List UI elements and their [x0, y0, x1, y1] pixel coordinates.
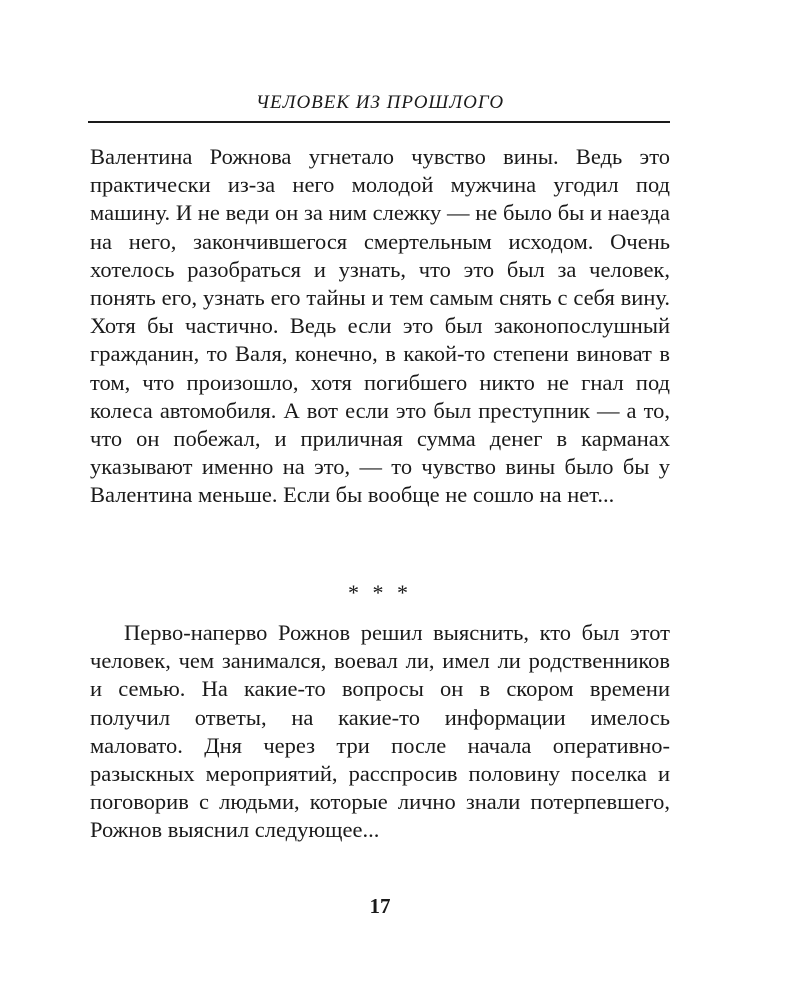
header-rule [88, 121, 670, 123]
paragraph-2: Перво-наперво Рожнов решил выяснить, кто был этот человек, чем занимался, воевал ли, имел ли родственников и семью. На какие-то вопросы он в скором времени получил ответы, на какие-то информации имелось маловато. Дня через три после начала оперативно-разыскных мероприятий, расспросив половину поселка и поговорив с людьми, которые лично знали потерпевшего, Рожнов выяснил следующее... [90, 620, 670, 843]
paragraph-1: Валентина Рожнова угнетало чувство вины. Ведь это практически из-за него молодой мужчина угодил под машину. И не веди он за ним слежку — не было бы и наезда на него, закончившегося смертельным исходом. Очень хотелось разобраться и узнать, что это был за человек, понять его, узнать его тайны и тем самым снять с себя вину. Хотя бы частично. Ведь если это был законопослушный гражданин, то Валя, конечно, в какой-то степени виноват в том, что произошло, хотя погибшего никто не гнал под колеса автомобиля. А вот если это был преступник — а то, что он побежал, и приличная сумма денег в карманах указывают именно на это, — то чувство вины было бы у Валентина меньше. Если бы вообще не сошло на нет... [90, 144, 670, 508]
page-number: 17 [369, 894, 391, 918]
scene-break: * * * [348, 580, 412, 605]
running-head-title: ЧЕЛОВЕК ИЗ ПРОШЛОГО [255, 92, 505, 113]
